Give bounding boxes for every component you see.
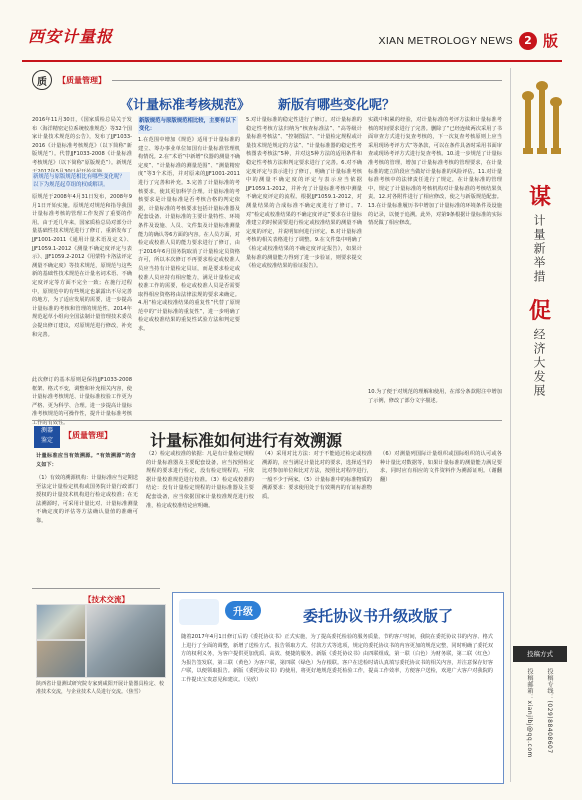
section1-col4-tail: 10.为了便于对规范的理解和使用，在部分条款附注中增加了示例，修改了部分文字描述。	[368, 389, 502, 404]
sidebar-text-1: 计量新举措	[532, 214, 546, 284]
section1-headline-a: 《计量标准考核规范》	[120, 98, 251, 113]
page-number-badge: 2	[519, 32, 537, 50]
section3-divider	[32, 588, 160, 589]
section2-col2: （2）检定或校准的依据：凡是有计量检定规程的计量标准器及主要配套设备，应当按照检定规程的要求进行检定，没有检定规程的，可依据计量校准规范进行校准。（3）检定或校准的结论：没有计量检定规程的计量标准器及主要配套设备，应当依据国家计量校准规范进行校准，检定或校准结论应明确。	[146, 451, 254, 509]
masthead-right	[379, 30, 558, 51]
section1-header	[32, 70, 502, 90]
section2-col4: （6）对测量列国际计量组织或国际组织的认可或各种计量比对数据等，如果计量标准的测量能力满足要求，同时应有相应的文件资料作为溯源证明。（谢翻翻）	[380, 451, 502, 483]
megaphone-icon	[179, 599, 219, 625]
contact-title: 投稿方式	[513, 646, 567, 662]
photo-tech-exchange-1	[36, 604, 86, 640]
section2-icon-box	[34, 426, 60, 448]
right-sidebar	[510, 68, 569, 782]
section2-icon-line1: 测器	[40, 427, 53, 434]
section3-label: 【技术交流】	[84, 595, 129, 604]
section1-headline-b: 新版有哪些变化呢？	[278, 98, 396, 113]
section2-icon-line2: 鉴定	[40, 437, 53, 444]
page-suffix: 版	[542, 32, 558, 50]
section4-headline: 委托协议书升级改版了	[303, 607, 454, 625]
section1-col3-body: 5.对计量标准的稳定性进行了修订。对计量标准的稳定性考核方法归纳为“核查标准法”、“高等级计量标准考核法”、“控制图法”、“计量检定规程或计量技术规范规定的方法”、“计量标准器的稳定性考核图表考核法”5种，并对这5种方法的适用条件和稳定性考核方法和判定要求进行了完善。6.对不确定度评定与表示进行了修订，明确了计量标准考核中的测量不确定度的评定与表示应当依据JJF1059.1-2012，并补充了计量标准考核中测量不确定度评定的流程。根据JJF1059.1-2012，对测量结果的合成标准不确定度进行了修订。7.对“检定或校准结果的不确定度评定”要求在计量标准建立的时候需要进行检定或校准结果的测量不确定度的评定，并说明如何进行评定。8.对计量标准考核的相关表格进行了调整。9.在文件集中明确了《检定或校准结果的不确定度评定报告》，如果计量标准的测量能力得到了进一步验证，则要求提交《检定或校准结果的验证报告》。	[246, 117, 362, 270]
section4-body: 随着2017年4月1日修订后的《委托协议书》正式实施，为了提高委托检验的服务质量，节约客户时间，我院在委托协议书的内容、格式上进行了全面的调整，新增了送检方式、报告领取方式、付款方式等选项，规定的委托协议书的内容更加的规范完整，同时明确了委托双方的权利义务，为客户提供更加优质、高效、便捷的服务。新版《委托协议书》由四联组成，第一联（白色）为财务联，第二联（红色）为报告签发联，第三联（黄色）为客户联，第四联（绿色）为存根联。客户在送检时请认真填写委托协议书的相关内容，并注意保存好客户联，以便领取报告。新版《委托协议书》的使用，将更好地规范委托检验工作，提高工作效率，方便客户送检，欢迎广大客户对我院的工作提出宝贵意见和建议。（吴欣）	[181, 634, 493, 683]
section4-box	[172, 592, 504, 784]
section1-label: 【质量管理】	[58, 75, 106, 85]
section1-col1-highlight-box	[32, 172, 130, 190]
masthead-english-title: XIAN METROLOGY NEWS	[378, 34, 513, 47]
section2-col1: （1）有效的溯源机构：计量标准应当定期送至法定计量检定机构或国务院计量行政部门授权的计量技术机构进行检定或校准；在无法溯源时，可采用计量比对、计量标准测量不确定度的评估等方法确认量值的准确可靠。	[36, 475, 138, 524]
sidebar-char-cu: 促	[529, 298, 552, 324]
section1-col1-p2: 原规范于2008年4月31日发布，2008年9月1日开始实施。原规范对规范和指导我国计量标准考核的管理工作发挥了重要的作用。由于近几年来，国家质检总局对部分计量基础性技术规范进行了修订，重新发布了JJF1001-2011《通用计量术语及定义》、JJF1059.1-2012《测量不确定度评定与表示》、JJF1059.2-2012《用蒙特卡洛法评定测量不确定度》等技术规范，原规范与这些新的基础性技术规范在计量名词术语、不确定度评定等方面不完全一致；在施行过程中，原规范中的有些规定也暴露出不尽完善的地方，为了适应发展的需要，进一步提高计量标准的考核和管理的规范性，2014年规范起草小组向全国法制计量管理技术委员会提出修订建议，对原规范进行修改，补充和完善。	[32, 194, 132, 338]
section1-col2-body: 1.在范围中增加《规范》适用于计量标准的建立、筹办事业单位如国有计量标准管理机构情况。2.在“术语”中新增“仪器的测量不确定度”、“计量标准的测量范围”、“测量精密度”等3个术语，并对原来的JJF1001-2011进行了完善和补充。3.完善了计量标准的考核要求，使其更加科学合理。计量标准的考核要求是计量标准是否考核合格的判定依据，计量标准的考核要求包括计量标准器及配套设备、计量标准的主要计量特性、环境条件及设施、人员、文件集及计量标准测量能力的确认等6方面的内容。在人员方面，对检定或校准人员的能力要求进行了修订，由于2016年6月国务院取消了计量检定员资格许可，所以本次修订不再要求检定或校准人员应当持有计量检定员证，而是要求检定或校准人员应持有相应能力，满足计量检定或校准工作的需要，检定或校准人员是否需要取得相应资格将由法律法规的要求来确定。4.用“检定或校准结果的重复性”代替了原规范中的“计量标准的重复性”，进一步明确了检定或校准结果的重复性试验方法和判定要求。	[138, 137, 240, 333]
section2-headline: 计量标准如何进行有效溯源	[150, 431, 343, 450]
section1-col1-highlight: 新规范与原版规范相比有哪些变化呢？以下为规范起草组的权威解读。	[33, 174, 125, 189]
section2-col3: （4）采用对比方法：对于不能通过检定或校准溯源的，应当满足计量比对的要求，选择适当的比对参加单位和比对方法，按照比对程序进行，一般不少于两家。（5）计量标准中的标准物质的溯源要求：要求使用处于有效期内的有证标准物质。	[262, 451, 372, 500]
masthead	[22, 18, 562, 62]
section1-col1-p3: 此次修订的基本原则是保持JJF1033-2008框架、格式不变，调整和补充相关内容，使计量标准考核规范、计量标准校验工作更为严格、更为科学、合理。进一步提高计量标准考核规范的可操作性，提升计量标准考核工作的有效性。	[32, 377, 132, 426]
section4-upgrade-badge: 升级	[225, 601, 261, 620]
section1-col1-p1: 2016年11月30日，《国家质检总局关于发布〈海洋精密定位系统校准规范〉等32个国家计量技术规范的公告》，发布了JJF1033-2016《计量标准考核规范》（以下简称“新版规范”）。代替JJF1033-2008《计量标准考核规范》（以下简称“原版规范”）。新规范	[32, 117, 132, 166]
sidebar-text-2: 经济大发展	[532, 328, 546, 398]
contact-phone: 投稿专线：(029)88408607	[546, 668, 553, 754]
section2-lead-question: 计量标准应当有效溯源。“有效溯源”的含义如下：	[36, 453, 136, 468]
quality-icon: 质	[32, 70, 52, 90]
section2-divider	[32, 420, 502, 421]
section1-col2-head-box	[138, 116, 238, 134]
contact-email: 投稿邮箱：xianjlbj@qq.com	[526, 668, 533, 758]
trophy-cups-icon	[519, 68, 565, 168]
sidebar-char-mou: 谋	[529, 184, 552, 210]
section1-col2-head: 新版规范与原版规范相比较，主要有以下变化：	[139, 118, 237, 133]
section2-label: 【质量管理】	[64, 431, 112, 440]
section1-col4-body: 实践中积累的经验，对计量标准的考评方法和计量标准考核的时间要求进行了完善。删除了“已经连续两次采用了书面审查方式进行复查考核的，下一次复查考核原则上应当采用现场考评方式”等条款，可以在条件具备时采用书面审查或现场考评方式进行复查考核。10.进一步规范了计量标准考核的管理，增加了计量标准考核的管理要求，在计量标准的建立阶段应当做好计量标准的风险评估。11.对计量标准考核中的法律责任进行了规定，在计量标准的管理中，规定了计量标准的考核机构对计量标准的考核结果负责。12.对各附件进行了相应修改，使之与新版规范配套。13.在计量标准履历书中增加了计量标准的环境条件及设施的记录，以便于追溯。此外，对第9条根据计量标准的实际情况做了相应修改。	[368, 117, 502, 227]
masthead-logo: 西安计量报	[28, 27, 114, 46]
section1-divider	[112, 80, 502, 81]
section3-caption: 陕西省计量测试研究院专家到咸阳开展计量器具检定、校准技术交流，与企业技术人员进行交流。（焦雪）	[36, 681, 164, 695]
photo-tech-exchange-3	[86, 604, 166, 678]
photo-tech-exchange-2	[36, 640, 86, 678]
